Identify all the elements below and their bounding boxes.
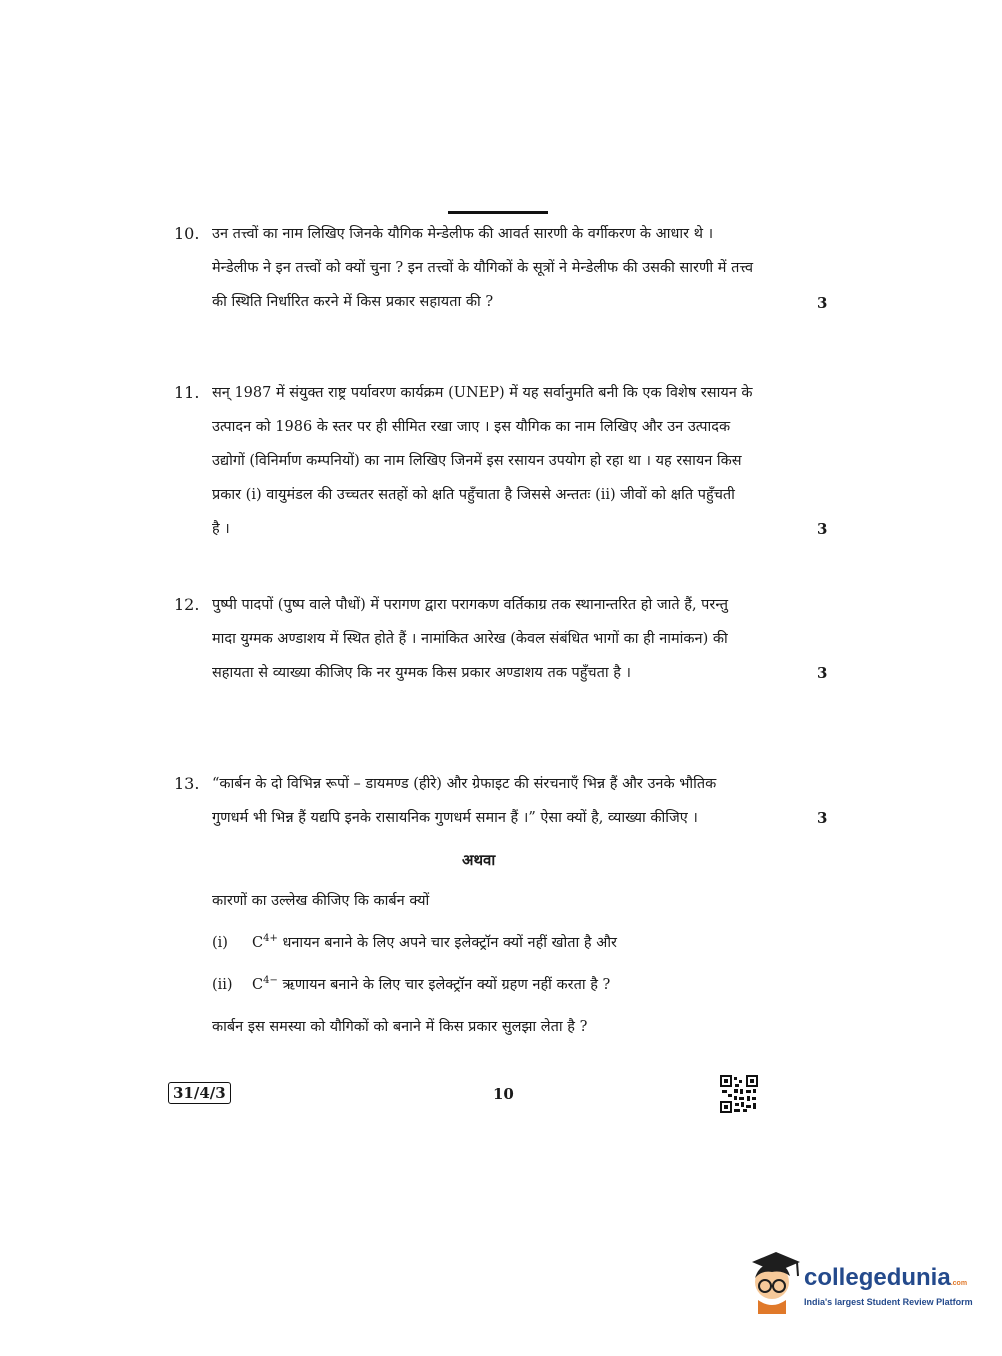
marks-label: 3 xyxy=(817,664,828,682)
question-number: 13. xyxy=(174,774,200,793)
item-text: ऋणायन बनाने के लिए चार इलेक्ट्रॉन क्यों ग्रहण नहीं करता है ? xyxy=(277,977,611,993)
brand-tagline: India's largest Student Review Platform xyxy=(804,1297,973,1307)
question-line: उत्पादन को 1986 के स्तर पर ही सीमित रखा जाए । इस यौगिक का नाम लिखिए और उन उत्पादक xyxy=(212,419,731,435)
item-label: (i) xyxy=(212,935,228,951)
paper-code-badge: 31/4/3 xyxy=(168,1082,231,1104)
question-text xyxy=(212,593,794,695)
alternative-intro: कारणों का उल्लेख कीजिए कि कार्बन क्यों xyxy=(212,893,430,909)
question-line: मेन्डेलीफ ने इन तत्त्वों को क्यों चुना ? इन तत्त्वों के यौगिकों के सूत्रों ने मेन्डेलीफ की उसकी सारणी में तत्त्व xyxy=(212,260,754,276)
question-line: पुष्पी पादपों (पुष्प वाले पौधों) में परागण द्वारा परागकण वर्तिकाग्र तक स्थानान्तरित हो जाते हैं, परन्तु xyxy=(212,597,729,613)
question-text xyxy=(212,772,794,840)
ion-charge: 4+ xyxy=(263,933,278,945)
brand-name xyxy=(804,1264,967,1292)
item-text: धनायन बनाने के लिए अपने चार इलेक्ट्रॉन क्यों नहीं खोता है और xyxy=(277,935,617,951)
top-separator-rule xyxy=(448,211,548,214)
marks-label: 3 xyxy=(817,294,828,312)
question-line: उद्योगों (विनिर्माण कम्पनियों) का नाम लिखिए जिनमें इस रसायन उपयोग हो रहा था । यह रसायन किस xyxy=(212,453,742,469)
question-text xyxy=(212,381,794,551)
brand-wordmark: collegedunia xyxy=(804,1264,951,1291)
question-line: मादा युग्मक अण्डाशय में स्थित होते हैं । नामांकित आरेख (केवल संबंधित भागों का ही नामांकन) की xyxy=(212,631,728,647)
alternative-closing: कार्बन इस समस्या को यौगिकों को बनाने में किस प्रकार सुलझा लेता है ? xyxy=(212,1019,588,1035)
student-mascot-icon xyxy=(742,1248,802,1314)
or-label: अथवा xyxy=(462,851,496,869)
marks-label: 3 xyxy=(817,520,828,538)
question-number: 12. xyxy=(174,595,200,614)
alternative-item-2 xyxy=(212,974,610,994)
question-number: 10. xyxy=(174,224,200,243)
question-line: सहायता से व्याख्या कीजिए कि नर युग्मक किस प्रकार अण्डाशय तक पहुँचता है । xyxy=(212,665,632,681)
question-line: की स्थिति निर्धारित करने में किस प्रकार सहायता की ? xyxy=(212,294,494,310)
question-line: सन् 1987 में संयुक्त राष्ट्र पर्यावरण कार्यक्रम (UNEP) में यह सर्वानुमति बनी कि एक विशेष रसायन के xyxy=(212,385,753,401)
question-line: उन तत्त्वों का नाम लिखिए जिनके यौगिक मेन्डेलीफ की आवर्त सारणी के वर्गीकरण के आधार थे । xyxy=(212,226,714,242)
collegedunia-watermark xyxy=(742,1248,972,1318)
question-line: गुणधर्म भी भिन्न हैं यद्यपि इनके रासायनिक गुणधर्म समान हैं ।” ऐसा क्यों है, व्याख्या कीजिए । xyxy=(212,810,698,826)
brand-suffix: .com xyxy=(950,1280,968,1287)
alternative-item-1 xyxy=(212,932,617,952)
question-text xyxy=(212,222,794,324)
ion-symbol: C xyxy=(252,977,264,993)
question-line: “कार्बन के दो विभिन्न रूपों – डायमण्ड (हीरे) और ग्रेफाइट की संरचनाएँ भिन्न हैं और उनके भौतिक xyxy=(212,776,717,792)
item-label: (ii) xyxy=(212,977,233,993)
ion-symbol: C xyxy=(252,935,264,951)
question-number: 11. xyxy=(174,383,200,402)
question-line: है । xyxy=(212,521,230,537)
ion-charge: 4− xyxy=(263,975,278,987)
marks-label: 3 xyxy=(817,809,828,827)
qr-code-icon xyxy=(720,1075,758,1113)
question-line: प्रकार (i) वायुमंडल की उच्चतर सतहों को क्षति पहुँचाता है जिससे अन्ततः (ii) जीवों को क्षति पहुँचती xyxy=(212,487,735,503)
page-number: 10 xyxy=(493,1085,514,1103)
